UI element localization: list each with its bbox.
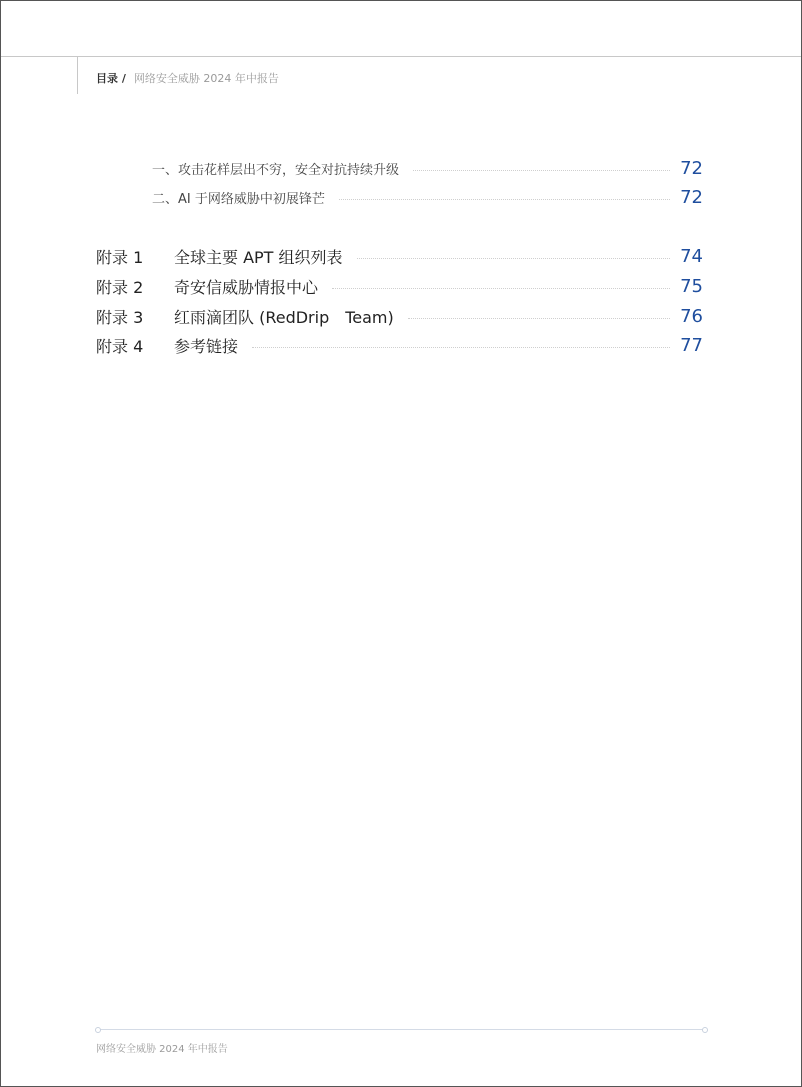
appendix-number: 附录 3 (96, 307, 144, 327)
footer-report-title: 网络安全威胁 2024 年中报告 (96, 1044, 228, 1055)
toc-entry-label: 二、AI 于网络威胁中初展锋芒 (152, 191, 325, 207)
appendix-number: 附录 4 (96, 336, 144, 356)
toc-entry-appendix[interactable] (96, 305, 703, 327)
header-vertical-divider (77, 56, 78, 94)
toc-leader-dots (339, 199, 670, 200)
toc-leader-dots (408, 318, 670, 319)
toc-entry-subsection[interactable] (152, 157, 703, 179)
breadcrumb (96, 72, 279, 86)
toc-entry-page: 74 (680, 245, 703, 267)
footer-divider (97, 1029, 704, 1030)
appendix-number: 附录 2 (96, 277, 144, 297)
toc-leader-dots (252, 347, 670, 348)
toc-entry-page: 77 (680, 334, 703, 356)
toc-entry-page: 76 (680, 305, 703, 327)
appendix-number: 附录 1 (96, 247, 144, 267)
toc-entry-appendix[interactable] (96, 245, 703, 267)
toc-entry-appendix[interactable] (96, 334, 703, 356)
toc-leader-dots (413, 170, 670, 171)
toc-entry-label: 参考链接 (174, 336, 239, 356)
breadcrumb-section[interactable]: 目录 / (96, 72, 126, 85)
footer-rule-end-dot (702, 1027, 708, 1033)
toc-entry-page: 72 (680, 157, 703, 179)
breadcrumb-report-title: 网络安全威胁 2024 年中报告 (133, 72, 279, 85)
toc-entry-appendix[interactable] (96, 275, 703, 297)
toc-entry-label: 红雨滴团队 (RedDrip Team) (174, 307, 394, 327)
toc-entry-label: 全球主要 APT 组织列表 (174, 247, 343, 267)
footer-rule-end-dot (95, 1027, 101, 1033)
toc-leader-dots (357, 258, 671, 259)
toc-entry-subsection[interactable] (152, 186, 703, 208)
toc-entry-page: 75 (680, 275, 703, 297)
header-divider (1, 56, 801, 57)
toc-entry-label: 奇安信威胁情报中心 (174, 277, 319, 297)
toc-entry-label: 一、攻击花样层出不穷，安全对抗持续升级 (152, 162, 400, 178)
toc-entry-page: 72 (680, 186, 703, 208)
toc-leader-dots (332, 288, 670, 289)
